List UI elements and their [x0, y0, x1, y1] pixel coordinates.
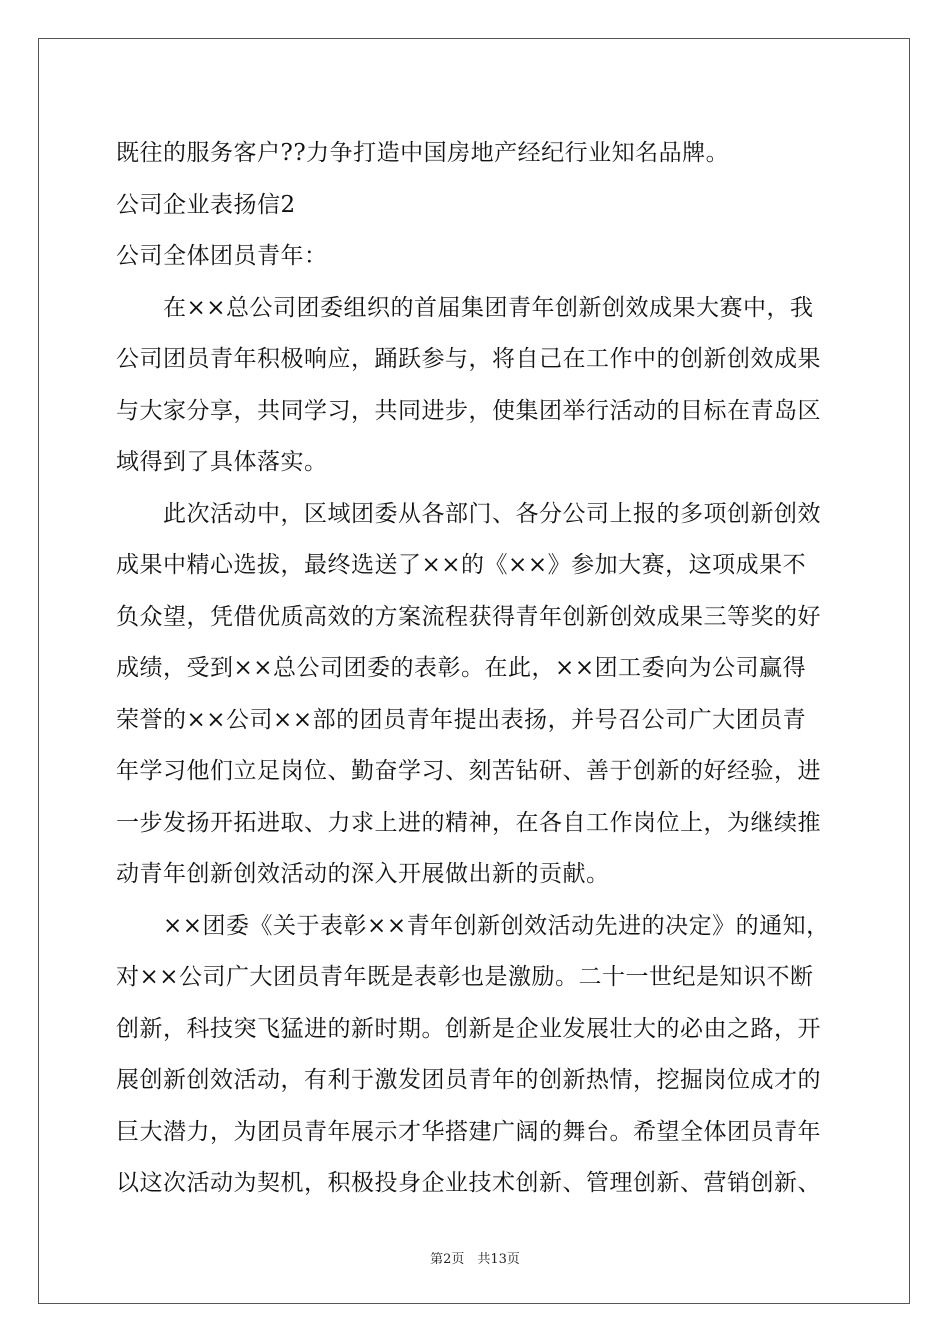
- paragraph-line: 对××公司广大团员青年既是表彰也是激励。二十一世纪是知识不断: [116, 964, 814, 990]
- text-line: 既往的服务客户??力争打造中国房地产经纪行业知名品牌。: [116, 140, 730, 166]
- paragraph-line: 荣誉的××公司××部的团员青年提出表扬，并号召公司广大团员青: [116, 706, 807, 733]
- paragraph-line: 负众望，凭借优质高效的方案流程获得青年创新创效成果三等奖的好: [116, 603, 821, 630]
- paragraph-line: 动青年创新创效活动的深入开展做出新的贡献。: [116, 861, 610, 887]
- paragraph-line: 巨大潜力，为团员青年展示才华搭建广阔的舞台。希望全体团员青年: [116, 1118, 821, 1145]
- paragraph-line: 此次活动中，区域团委从各部门、各分公司上报的多项创新创效: [116, 500, 821, 527]
- salutation: 公司全体团员青年：: [116, 243, 328, 269]
- paragraph-2: [116, 489, 836, 901]
- paragraph-1: [116, 283, 836, 489]
- paragraph-3: [116, 901, 836, 1210]
- paragraph-line: 域得到了具体落实。: [116, 449, 328, 475]
- paragraph-line: 一步发扬开拓进取、力求上进的精神，在各自工作岗位上，为继续推: [116, 809, 821, 836]
- paragraph-line: 与大家分享，共同学习，共同进步，使集团举行活动的目标在青岛区: [116, 397, 821, 424]
- paragraph-line: 公司团员青年积极响应，踊跃参与，将自己在工作中的创新创效成果: [116, 346, 821, 372]
- paragraph-line: 在××总公司团委组织的首届集团青年创新创效成果大赛中，我: [116, 294, 814, 321]
- paragraph-line: 展创新创效活动，有利于激发团员青年的创新热情，挖掘岗位成才的: [116, 1067, 821, 1093]
- paragraph-line: 创新，科技突飞猛进的新时期。创新是企业发展壮大的必由之路，开: [116, 1015, 821, 1042]
- paragraph-line: 年学习他们立足岗位、勤奋学习、刻苦钻研、善于创新的好经验，进: [116, 758, 821, 784]
- page-number-footer: 第2页 共13页: [430, 1252, 520, 1267]
- section-title: 公司企业表扬信2: [116, 191, 296, 218]
- paragraph-line: ××团委《关于表彰××青年创新创效活动先进的决定》的通知，: [116, 912, 830, 939]
- paragraph-line: 成绩，受到××总公司团委的表彰。在此，××团工委向为公司赢得: [116, 655, 807, 681]
- paragraph-line: 以这次活动为契机，积极投身企业技术创新、管理创新、营销创新、: [116, 1170, 821, 1196]
- paragraph-line: 成果中精心选拔，最终选送了××的《××》参加大赛，这项成果不: [116, 552, 807, 578]
- document-body: [116, 128, 836, 1210]
